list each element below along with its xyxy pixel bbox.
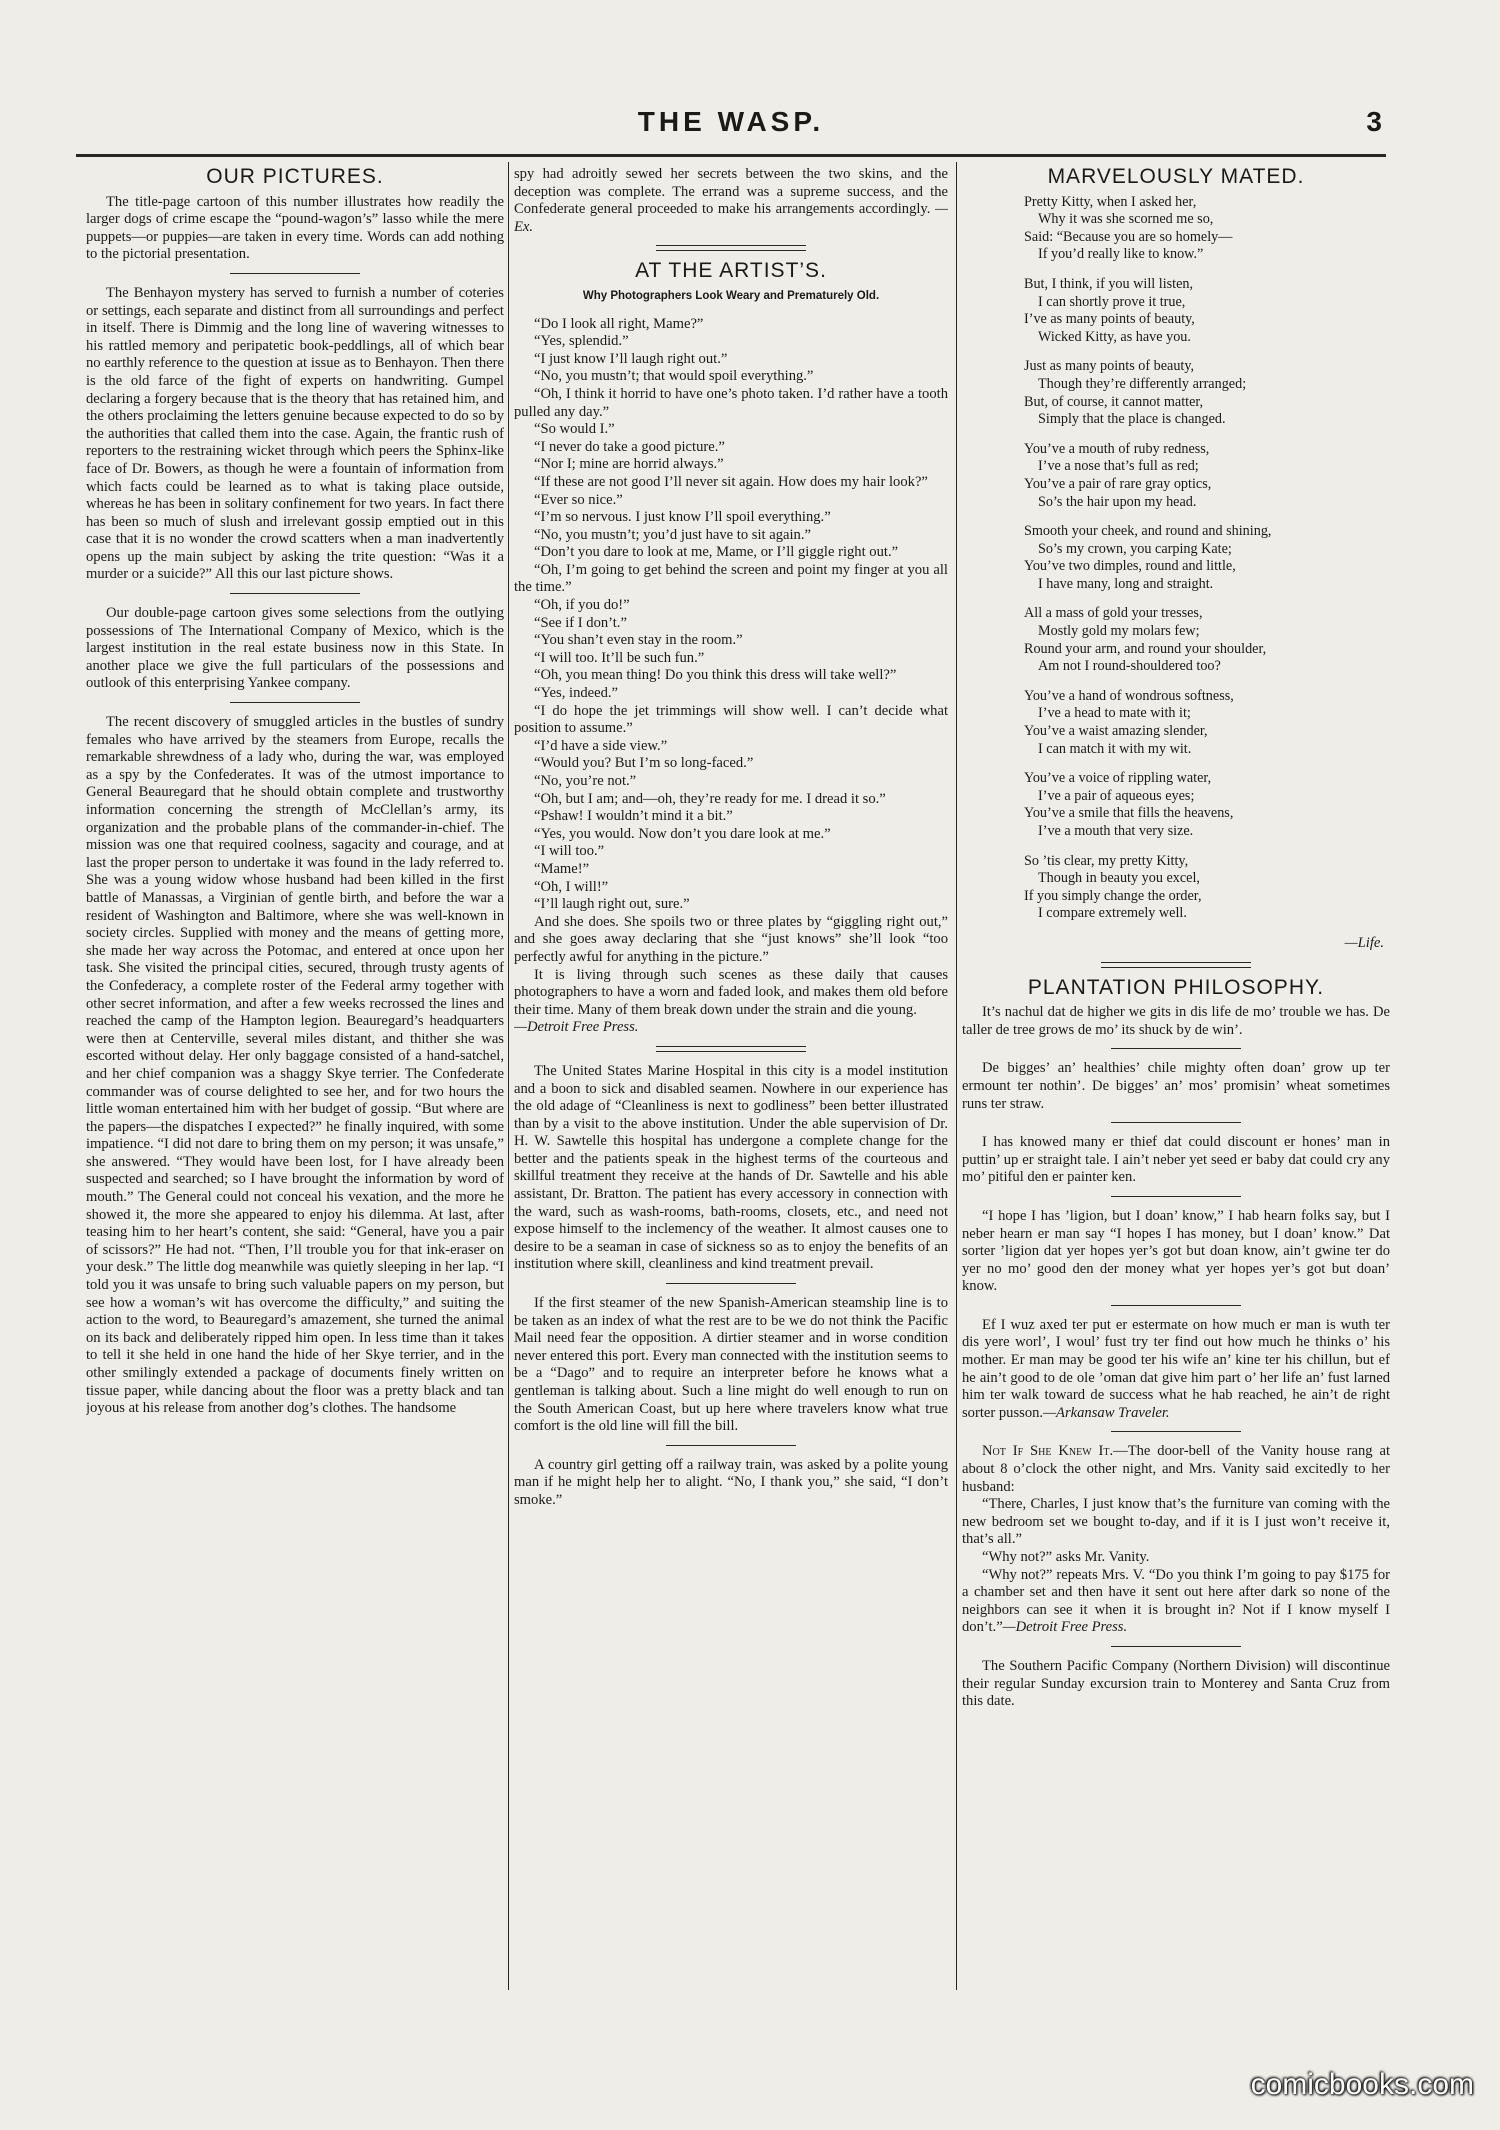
article-paragraph: The recent discovery of smuggled articles in the bustles of sundry females who have arrived by the steamers from Europe, recalls the remarkable shrewdness of a lady who, during the war, was employed as a spy by the Confederates. It was of the utmost importance to General Beauregard that he should obtain complete and trustworthy information concerning the strength of McClellan’s army, its organization and the probable plans of the commander-in-chief. The mission was one that required coolness, sagacity and courage, and at last the proper person to undertake it was found in the lady referred to. She was a young widow whose husband had been killed in the first battle of Manassas, a Virginian of gentle birth, and before the war a resident of Washington and Baltimore, where she was well-known in society circles. Supplied with money and the means of getting more, she made her way across the Potomac, and entered at once upon her task. She visited the principal cities, secured, through trusty agents of the Confederacy, a complete roster of the Federal army together with other secret information, and after a few weeks recrossed the lines and reached the camp of the Hampton legion. Beauregard’s headquarters were then at Centerville, several miles distant, and thither she was escorted without delay. Her only baggage consisted of a hand-satchel, and her chief companion was a shaggy Skye terrier. The Confederate commander was of course delighted to see her, and for two hours the little woman entertained him with her budget of gossip. “But where are the papers—the dispatches I expected?” he finally inquired, with some impatience. “I did not dare to bring them on my person; it was unsafe,” she answered. “They would have been lost, for I have already been suspected and searched; so I have brought the information by word of mouth.” The General could not conceal his vexation, and the more he showed it, the more she appeared to enjoy his dilemma. At last, after teasing him to her heart’s content, she said: “General, have you a pair of scissors?” He had not. “Then, I’ll trouble you for that ink-eraser on your desk.” The little dog meanwhile was quietly sleeping in her lap. “I told you it was unsafe to bring such valuable papers on my person, but see how a woman’s wit has overcome the difficulty,” and suiting the action to the word, to Beauregard’s amazement, she turned the animal on its back and deliberately ripped him open. In less time than it takes to tell it she held in one hand the hide of her Skye terrier, and in the other smilingly extended a package of documents finely written on tissue paper, while dancing about the floor was a pretty black and tan joyous at his release from another dog’s clothes. The handsome bbox=[86, 714, 504, 1417]
poem-line: If you simply change the order, bbox=[1024, 887, 1202, 904]
philosophy-paragraph: De bigges’ an’ healthies’ chile mighty often doan’ grow up ter ermount ter nothin’. De bigges’ an’ mos’ promisin’ wheat sometimes runs ter straw. bbox=[962, 1060, 1390, 1112]
dialogue-line: “Oh, if you do!” bbox=[534, 597, 630, 614]
dialogue-line: “I’m so nervous. I just know I’ll spoil everything.” bbox=[534, 509, 831, 526]
story-title: Not If She Knew It. bbox=[982, 1443, 1114, 1460]
dialogue-line: “No, you mustn’t; that would spoil everything.” bbox=[534, 368, 814, 385]
dialogue-line: “Pshaw! I wouldn’t mind it a bit.” bbox=[534, 808, 733, 825]
separator bbox=[666, 1445, 796, 1446]
dialogue-line: “Do I look all right, Mame?” bbox=[534, 315, 704, 332]
article-subheading: Why Photographers Look Weary and Prematurely Old. bbox=[582, 289, 880, 302]
notice-paragraph: The Southern Pacific Company (Northern Division) will discontinue their regular Sunday excursion train to Monterey and Santa Cruz from this date. bbox=[962, 1657, 1390, 1710]
site-watermark: comicbooks.com bbox=[1250, 2068, 1474, 2101]
article-paragraph: If the first steamer of the new Spanish-American steamship line is to be taken as an index of what the rest are to be we do not think the Pacific Mail need fear the opposition. A dirtier steamer and in worse condition never entered this port. Every man connected with the institution seems to be a “Dago” and to require an interpreter before he knows what a gentleman is talking about. Such a line might do well enough to run on the South American Coast, but up here where travelers know what true comfort is the old line will fill the bill. bbox=[514, 1295, 948, 1435]
separator bbox=[230, 593, 360, 594]
poem-line: All a mass of gold your tresses, bbox=[1024, 605, 1203, 622]
philosophy-paragraph: Ef I wuz axed ter put er estermate on how much er man is wuth ter dis yere worl’, I woul’ fust try ter find out how much he thinks o’ his mother. Er man may be good ter his wife an’ kine ter his chillun, but ef he ain’t good to de ole ’oman dat give him part o’ her life an’ fust larned him ter walk toward de success what he hab reached, he ain’t de right sorter pusson.—Arkansaw Traveler. bbox=[962, 1316, 1390, 1421]
poem-line: You’ve a pair of rare gray optics, bbox=[1024, 475, 1212, 492]
source-attribution: —Detroit Free Press. bbox=[1002, 1619, 1128, 1636]
header-rule bbox=[76, 154, 1386, 157]
separator bbox=[230, 273, 360, 274]
source-attribution: —Ex. bbox=[514, 201, 948, 235]
poem-line: If you’d really like to know.” bbox=[1038, 246, 1204, 263]
separator bbox=[1111, 1646, 1241, 1647]
dialogue-line: “Don’t you dare to look at me, Mame, or I’ll giggle right out.” bbox=[534, 544, 899, 561]
dialogue-line: “Oh, I will!” bbox=[534, 878, 609, 895]
poem-heading: MARVELOUSLY MATED. bbox=[1047, 166, 1305, 188]
poem-line: I can shortly prove it true, bbox=[1038, 293, 1186, 310]
dialogue-line: “Ever so nice.” bbox=[534, 491, 623, 508]
story-paragraph: Not If She Knew It.—The door-bell of the Vanity house rang at about 8 o’clock the other night, and Mrs. Vanity said excitedly to her husband: bbox=[962, 1443, 1390, 1495]
dialogue-line: “See if I don’t.” bbox=[534, 614, 627, 631]
column-2 bbox=[514, 166, 948, 2012]
poem-line: Though they’re differently arranged; bbox=[1038, 375, 1247, 392]
poem-line: I’ve a mouth that very size. bbox=[1038, 823, 1194, 839]
poem-line: Just as many points of beauty, bbox=[1024, 358, 1195, 375]
dialogue-line: “I just know I’ll laugh right out.” bbox=[534, 350, 728, 367]
column-divider bbox=[956, 162, 957, 1990]
poem-line: Am not I round-shouldered too? bbox=[1038, 658, 1221, 675]
poem-line: Wicked Kitty, as have you. bbox=[1038, 328, 1191, 345]
poem-attribution: —Life. bbox=[1344, 934, 1384, 951]
dialogue-line: “Oh, I think it horrid to have one’s photo taken. I’d rather have a tooth pulled any day.” bbox=[514, 385, 948, 420]
philosophy-paragraph: I has knowed many er thief dat could discount er hones’ man in puttin’ up er straight tale. I ain’t neber yet seed er baby dat could cry any mo’ pitiful den er painter ken. bbox=[962, 1134, 1390, 1186]
dialogue-line: It is living through such scenes as these daily that causes photographers to have a worn and faded look, and makes them old before their time. Many of them break down under the strain and die young. bbox=[514, 966, 948, 1018]
poem-line: You’ve two dimples, round and little, bbox=[1024, 558, 1236, 575]
dialogue-line: “Oh, I’m going to get behind the screen and point my finger at you all the time.” bbox=[514, 561, 948, 596]
story-paragraph: “Why not?” asks Mr. Vanity. bbox=[982, 1549, 1150, 1565]
poem-line: You’ve a voice of rippling water, bbox=[1024, 770, 1212, 787]
separator bbox=[656, 1046, 806, 1052]
poem-line: So’s my crown, you carping Kate; bbox=[1038, 540, 1232, 557]
poem-line: So’s the hair upon my head. bbox=[1038, 493, 1197, 510]
separator bbox=[1111, 1196, 1241, 1197]
separator bbox=[1111, 1431, 1241, 1432]
separator bbox=[1101, 962, 1251, 968]
poem-line: But, I think, if you will listen, bbox=[1024, 275, 1194, 292]
dialogue-line: “If these are not good I’ll never sit again. How does my hair look?” bbox=[534, 473, 928, 490]
poem-stanza bbox=[1024, 853, 1390, 923]
source-attribution: —Arkansaw Traveler. bbox=[1043, 1404, 1170, 1421]
poem bbox=[1024, 194, 1390, 923]
dialogue-line: “Oh, but I am; and—oh, they’re ready for me. I dread it so.” bbox=[534, 790, 886, 807]
dialogue-line: “I will too.” bbox=[534, 843, 605, 860]
column-3 bbox=[962, 166, 1390, 2012]
separator bbox=[1111, 1305, 1241, 1306]
poem-line: Round your arm, and round your shoulder, bbox=[1024, 640, 1267, 657]
dialogue-line: And she does. She spoils two or three plates by “giggling right out,” and she goes away declaring that she “just knows” she’ll look “too perfectly awful for anything in the picture.” bbox=[514, 913, 948, 965]
column-divider bbox=[508, 162, 509, 1990]
dialogue-line: “So would I.” bbox=[534, 421, 615, 438]
dialogue-line: “I’ll laugh right out, sure.” bbox=[534, 896, 690, 913]
page-number: 3 bbox=[1366, 106, 1382, 137]
poem-stanza bbox=[1024, 688, 1390, 758]
poem-line: But, of course, it cannot matter, bbox=[1024, 393, 1204, 410]
poem-stanza bbox=[1024, 276, 1390, 346]
article-paragraph: The United States Marine Hospital in this city is a model institution and a boon to sick and disabled seamen. Nowhere in our experience has the old adage of “Cleanliness is next to godliness” been better illustrated than by a visit to the above institution. Under the able supervision of Dr. H. W. Sawtelle this hospital has undergone a complete change for the better and the patients speak in the highest terms of the courteous and skillful treatment they receive at the hands of Dr. Sawtelle and his able assistant, Dr. Bratton. The patient has every accessory in connection with the ward, such as wash-rooms, bath-rooms, closets, etc., and need not expose himself to the inclemency of the weather. It almost causes one to desire to be a seaman in case of sickness so as to enjoy the benefits of an institution where skill, cleanliness and kind treatment prevail. bbox=[514, 1062, 948, 1273]
dialogue-line: “Nor I; mine are horrid always.” bbox=[534, 456, 724, 473]
dialogue-line: “I do hope the jet trimmings will show well. I can’t decide what position to assume.” bbox=[514, 702, 948, 737]
poem-stanza bbox=[1024, 523, 1390, 593]
masthead bbox=[76, 104, 1386, 144]
dialogue-line: “Would you? But I’m so long-faced.” bbox=[534, 755, 754, 772]
separator bbox=[230, 702, 360, 703]
dialogue-line: “Yes, indeed.” bbox=[534, 685, 619, 702]
poem-line: You’ve a hand of wondrous softness, bbox=[1024, 687, 1234, 704]
philosophy-paragraph: “I hope I has ’ligion, but I doan’ know,” I hab hearn folks say, but I neber hearn er man say “I hopes I has money, but I doan’ know.” Dat sorter ’ligion dat yer hopes yer’s got but doan know, ain’t gwine ter do yer no mo’ good den der money what yer hopes yer’s got but doan’ know. bbox=[962, 1207, 1390, 1295]
story-paragraph: “There, Charles, I just know that’s the furniture van coming with the new bedroom set we bought to-day, and if it is I just won’t receive it, that’s all.” bbox=[962, 1496, 1390, 1548]
philosophy-block bbox=[962, 1004, 1390, 1422]
dialogue-line: “No, you’re not.” bbox=[534, 773, 637, 789]
article-heading: AT THE ARTIST’S. bbox=[635, 259, 827, 283]
separator bbox=[1111, 1048, 1241, 1049]
continued-paragraph: spy had adroitly sewed her secrets between the two skins, and the deception was complete. The errand was a supreme success, and the Confederate general proceeded to make his arrangements accordingly. —Ex. bbox=[514, 166, 948, 235]
poem-line: Said: “Because you are so homely— bbox=[1024, 228, 1233, 245]
poem-line: I can match it with my wit. bbox=[1038, 740, 1192, 757]
separator bbox=[1111, 1122, 1241, 1123]
poem-line: So ’tis clear, my pretty Kitty, bbox=[1024, 852, 1189, 869]
poem-stanza bbox=[1024, 358, 1390, 428]
poem-stanza bbox=[1024, 770, 1390, 840]
poem-line: I’ve a pair of aqueous eyes; bbox=[1038, 787, 1195, 804]
poem-line: Why it was she scorned me so, bbox=[1038, 211, 1214, 228]
poem-line: Smooth your cheek, and round and shining, bbox=[1024, 523, 1272, 540]
dialogue-line: “I’d have a side view.” bbox=[534, 737, 668, 754]
poem-line: Mostly gold my molars few; bbox=[1038, 623, 1200, 640]
separator bbox=[656, 245, 806, 251]
poem-line: Pretty Kitty, when I asked her, bbox=[1024, 193, 1197, 210]
poem-stanza bbox=[1024, 194, 1390, 264]
article-heading: OUR PICTURES. bbox=[206, 166, 384, 188]
poem-line: I have many, long and straight. bbox=[1038, 575, 1214, 592]
philosophy-paragraph: It’s nachul dat de higher we gits in dis life de mo’ trouble we has. De taller de tree grows de mo’ its shuck by de win’. bbox=[962, 1004, 1390, 1038]
dialogue-line: “I never do take a good picture.” bbox=[534, 438, 725, 455]
poem-stanza bbox=[1024, 605, 1390, 675]
poem-line: I’ve a head to mate with it; bbox=[1038, 705, 1191, 722]
source-attribution: —Detroit Free Press. bbox=[514, 1019, 639, 1036]
article-paragraph: A country girl getting off a railway train, was asked by a polite young man if he might help her to alight. “No, I thank you,” she said, “I don’t smoke.” bbox=[514, 1456, 948, 1508]
separator bbox=[666, 1283, 796, 1284]
poem-line: I’ve a nose that’s full as red; bbox=[1038, 458, 1199, 475]
poem-stanza bbox=[1024, 441, 1390, 511]
dialogue-line: “Oh, you mean thing! Do you think this dress will take well?” bbox=[534, 667, 897, 684]
article-heading: PLANTATION PHILOSOPHY. bbox=[1027, 975, 1325, 999]
article-paragraph: The Benhayon mystery has served to furnish a number of coteries or settings, each separate and distinct from all surroundings and perfect in itself. There is Dimmig and the long line of wavering witnesses to his rattled memory and peripatetic book-peddlings, all of which bear no earthly reference to the question at issue as to Benhayon. Then there is the old farce of the fight of experts on handwriting. Gumpel declaring a forgery because that is the theory that has retained him, and the others proclaiming the letters genuine because expected to do so by the authorities that called them into the case. Again, the frantic rush of reporters to the restraining wicket through which peers the Sphinx-like face of Dr. Bowers, as though he were a fountain of information from which facts could be learned as to what is taking place outside, whereas he has been in solitary confinement for two years. In fact there has been so much of slush and irrelevant gossip emptied out in this case that it is no wonder the crowd scatters when a man inadvertently opens up the main subject by asking the trite question: “Was it a murder or a suicide?” All this our last picture shows. bbox=[86, 284, 504, 583]
dialogue-line: “I will too. It’ll be such fun.” bbox=[534, 649, 705, 666]
poem-line: Though in beauty you excel, bbox=[1038, 870, 1200, 887]
dialogue-line: “Yes, splendid.” bbox=[534, 333, 629, 350]
poem-line: You’ve a smile that fills the heavens, bbox=[1024, 805, 1234, 822]
poem-line: Simply that the place is changed. bbox=[1038, 411, 1226, 428]
dialogue-block bbox=[514, 316, 948, 1020]
dialogue-line: “Yes, you would. Now don’t you dare look at me.” bbox=[534, 825, 831, 842]
publication-title: THE WASP. bbox=[637, 106, 825, 137]
dialogue-line: “Mame!” bbox=[534, 860, 590, 877]
article-paragraph: The title-page cartoon of this number illustrates how readily the larger dogs of crime escape the “pound-wagon’s” lasso while the mere puppets—or puppies—are taken in every time. Words can add nothing to the pictorial presentation. bbox=[86, 193, 504, 263]
column-1 bbox=[86, 166, 504, 2012]
poem-line: You’ve a mouth of ruby redness, bbox=[1024, 440, 1210, 457]
dialogue-line: “You shan’t even stay in the room.” bbox=[534, 632, 743, 649]
poem-line: You’ve a waist amazing slender, bbox=[1024, 723, 1208, 740]
article-paragraph: Our double-page cartoon gives some selections from the outlying possessions of The International Company of Mexico, which is the largest institution in the real estate business now in this State. In another place we give the full particulars of the possessions and outlook of this enterprising Yankee company. bbox=[86, 605, 504, 692]
poem-line: I compare extremely well. bbox=[1038, 905, 1187, 922]
poem-line: I’ve as many points of beauty, bbox=[1024, 311, 1195, 328]
dialogue-line: “No, you mustn’t; you’d just have to sit again.” bbox=[534, 526, 811, 543]
story-paragraph: “Why not?” repeats Mrs. V. “Do you think I’m going to pay $175 for a chamber set and then have it sent out here after dark so none of the neighbors can see it when it is brought in? Not if I know myself I don’t.”—Detroit Free Press. bbox=[962, 1566, 1390, 1636]
